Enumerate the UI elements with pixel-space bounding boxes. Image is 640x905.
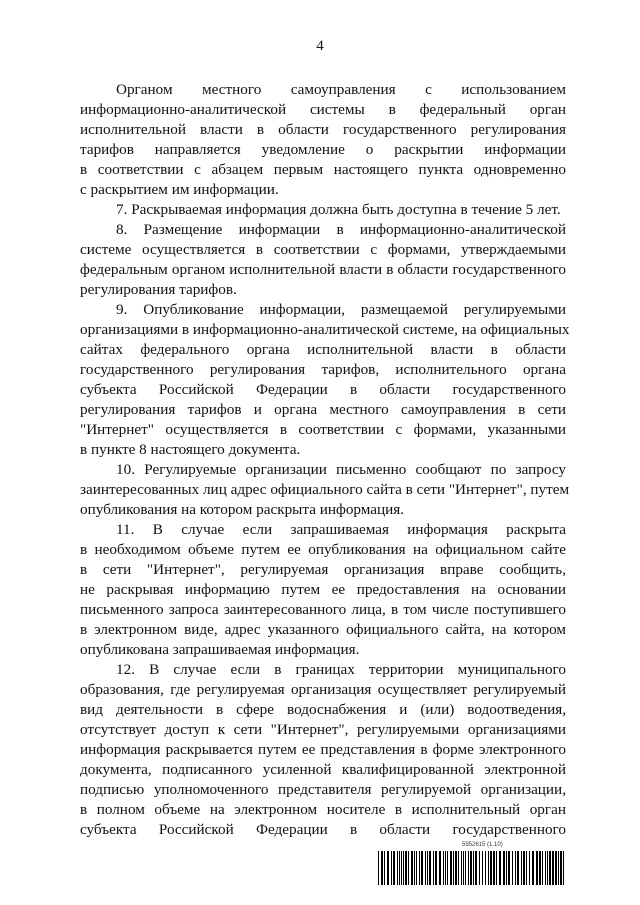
text-line: не раскрывая информацию путем ее предоставления на основании [80, 581, 566, 598]
text-line: 11. В случае если запрашиваемая информация раскрыта [116, 521, 566, 538]
text-line: системе осуществляется в соответствии с формами, утверждаемыми [80, 241, 566, 258]
text-line: "Интернет" осуществляется в соответствии с формами, указанными [80, 421, 566, 438]
text-line: в электронном виде, адрес указанного официального сайта, на котором [80, 621, 566, 638]
text-line: тарифов направляется уведомление о раскрытии информации [80, 141, 566, 158]
barcode [378, 851, 566, 885]
text-line: информация раскрывается путем ее представления в форме электронного [80, 741, 566, 758]
text-line: Органом местного самоуправления с использованием [116, 81, 566, 98]
text-line: организациями в информационно-аналитической системе, на официальных [80, 321, 570, 338]
document-code: 5952615 (1.10) [462, 842, 503, 848]
text-line: 7. Раскрываемая информация должна быть доступна в течение 5 лет. [116, 201, 561, 218]
text-line: подписью уполномоченного представителя регулируемой организации, [80, 781, 566, 798]
text-line: образования, где регулируемая организация осуществляет регулируемый [80, 681, 566, 698]
text-line: в необходимом объеме путем ее опубликования на официальном сайте [80, 541, 566, 558]
text-line: 12. В случае если в границах территории муниципального [116, 661, 566, 678]
text-line: опубликования на котором раскрыта информация. [80, 501, 405, 518]
text-line: исполнительной власти в области государственного регулирования [80, 121, 566, 138]
text-line: отсутствует доступ к сети "Интернет", регулируемыми организациями [80, 721, 566, 738]
text-line: в соответствии с абзацем первым настоящего пункта одновременно [80, 161, 566, 178]
text-line: субъекта Российской Федерации в области государственного [80, 821, 566, 838]
text-line: 8. Размещение информации в информационно-аналитической [116, 221, 566, 238]
text-line: субъекта Российской Федерации в области государственного [80, 381, 566, 398]
text-line: регулирования тарифов и органа местного самоуправления в сети [80, 401, 566, 418]
text-line: в пункте 8 настоящего документа. [80, 441, 301, 458]
text-line: опубликована запрашиваемая информация. [80, 641, 360, 658]
text-line: сайтах федерального органа исполнительной власти в области [80, 341, 566, 358]
text-line: 9. Опубликование информации, размещаемой регулируемыми [116, 301, 566, 318]
text-line: регулирования тарифов. [80, 281, 237, 298]
text-line: вид деятельности в сфере водоснабжения и (или) водоотведения, [80, 701, 566, 718]
text-line: заинтересованных лиц адрес официального сайта в сети "Интернет", путем [80, 481, 570, 498]
text-line: в полном объеме на электронном носителе в исполнительный орган [80, 801, 566, 818]
text-line: в сети "Интернет", регулируемая организация вправе сообщить, [80, 561, 566, 578]
page-number: 4 [316, 38, 324, 54]
text-line: государственного регулирования тарифов, исполнительного органа [80, 361, 566, 378]
text-line: информационно-аналитической системы в федеральный орган [80, 101, 566, 118]
text-line: с раскрытием им информации. [80, 181, 279, 198]
text-line: письменного запроса заинтересованного лица, в том числе поступившего [80, 601, 566, 618]
text-line: документа, подписанного усиленной квалифицированной электронной [80, 761, 566, 778]
text-line: федеральным органом исполнительной власти в области государственного [80, 261, 566, 278]
text-line: 10. Регулируемые организации письменно сообщают по запросу [116, 461, 566, 478]
